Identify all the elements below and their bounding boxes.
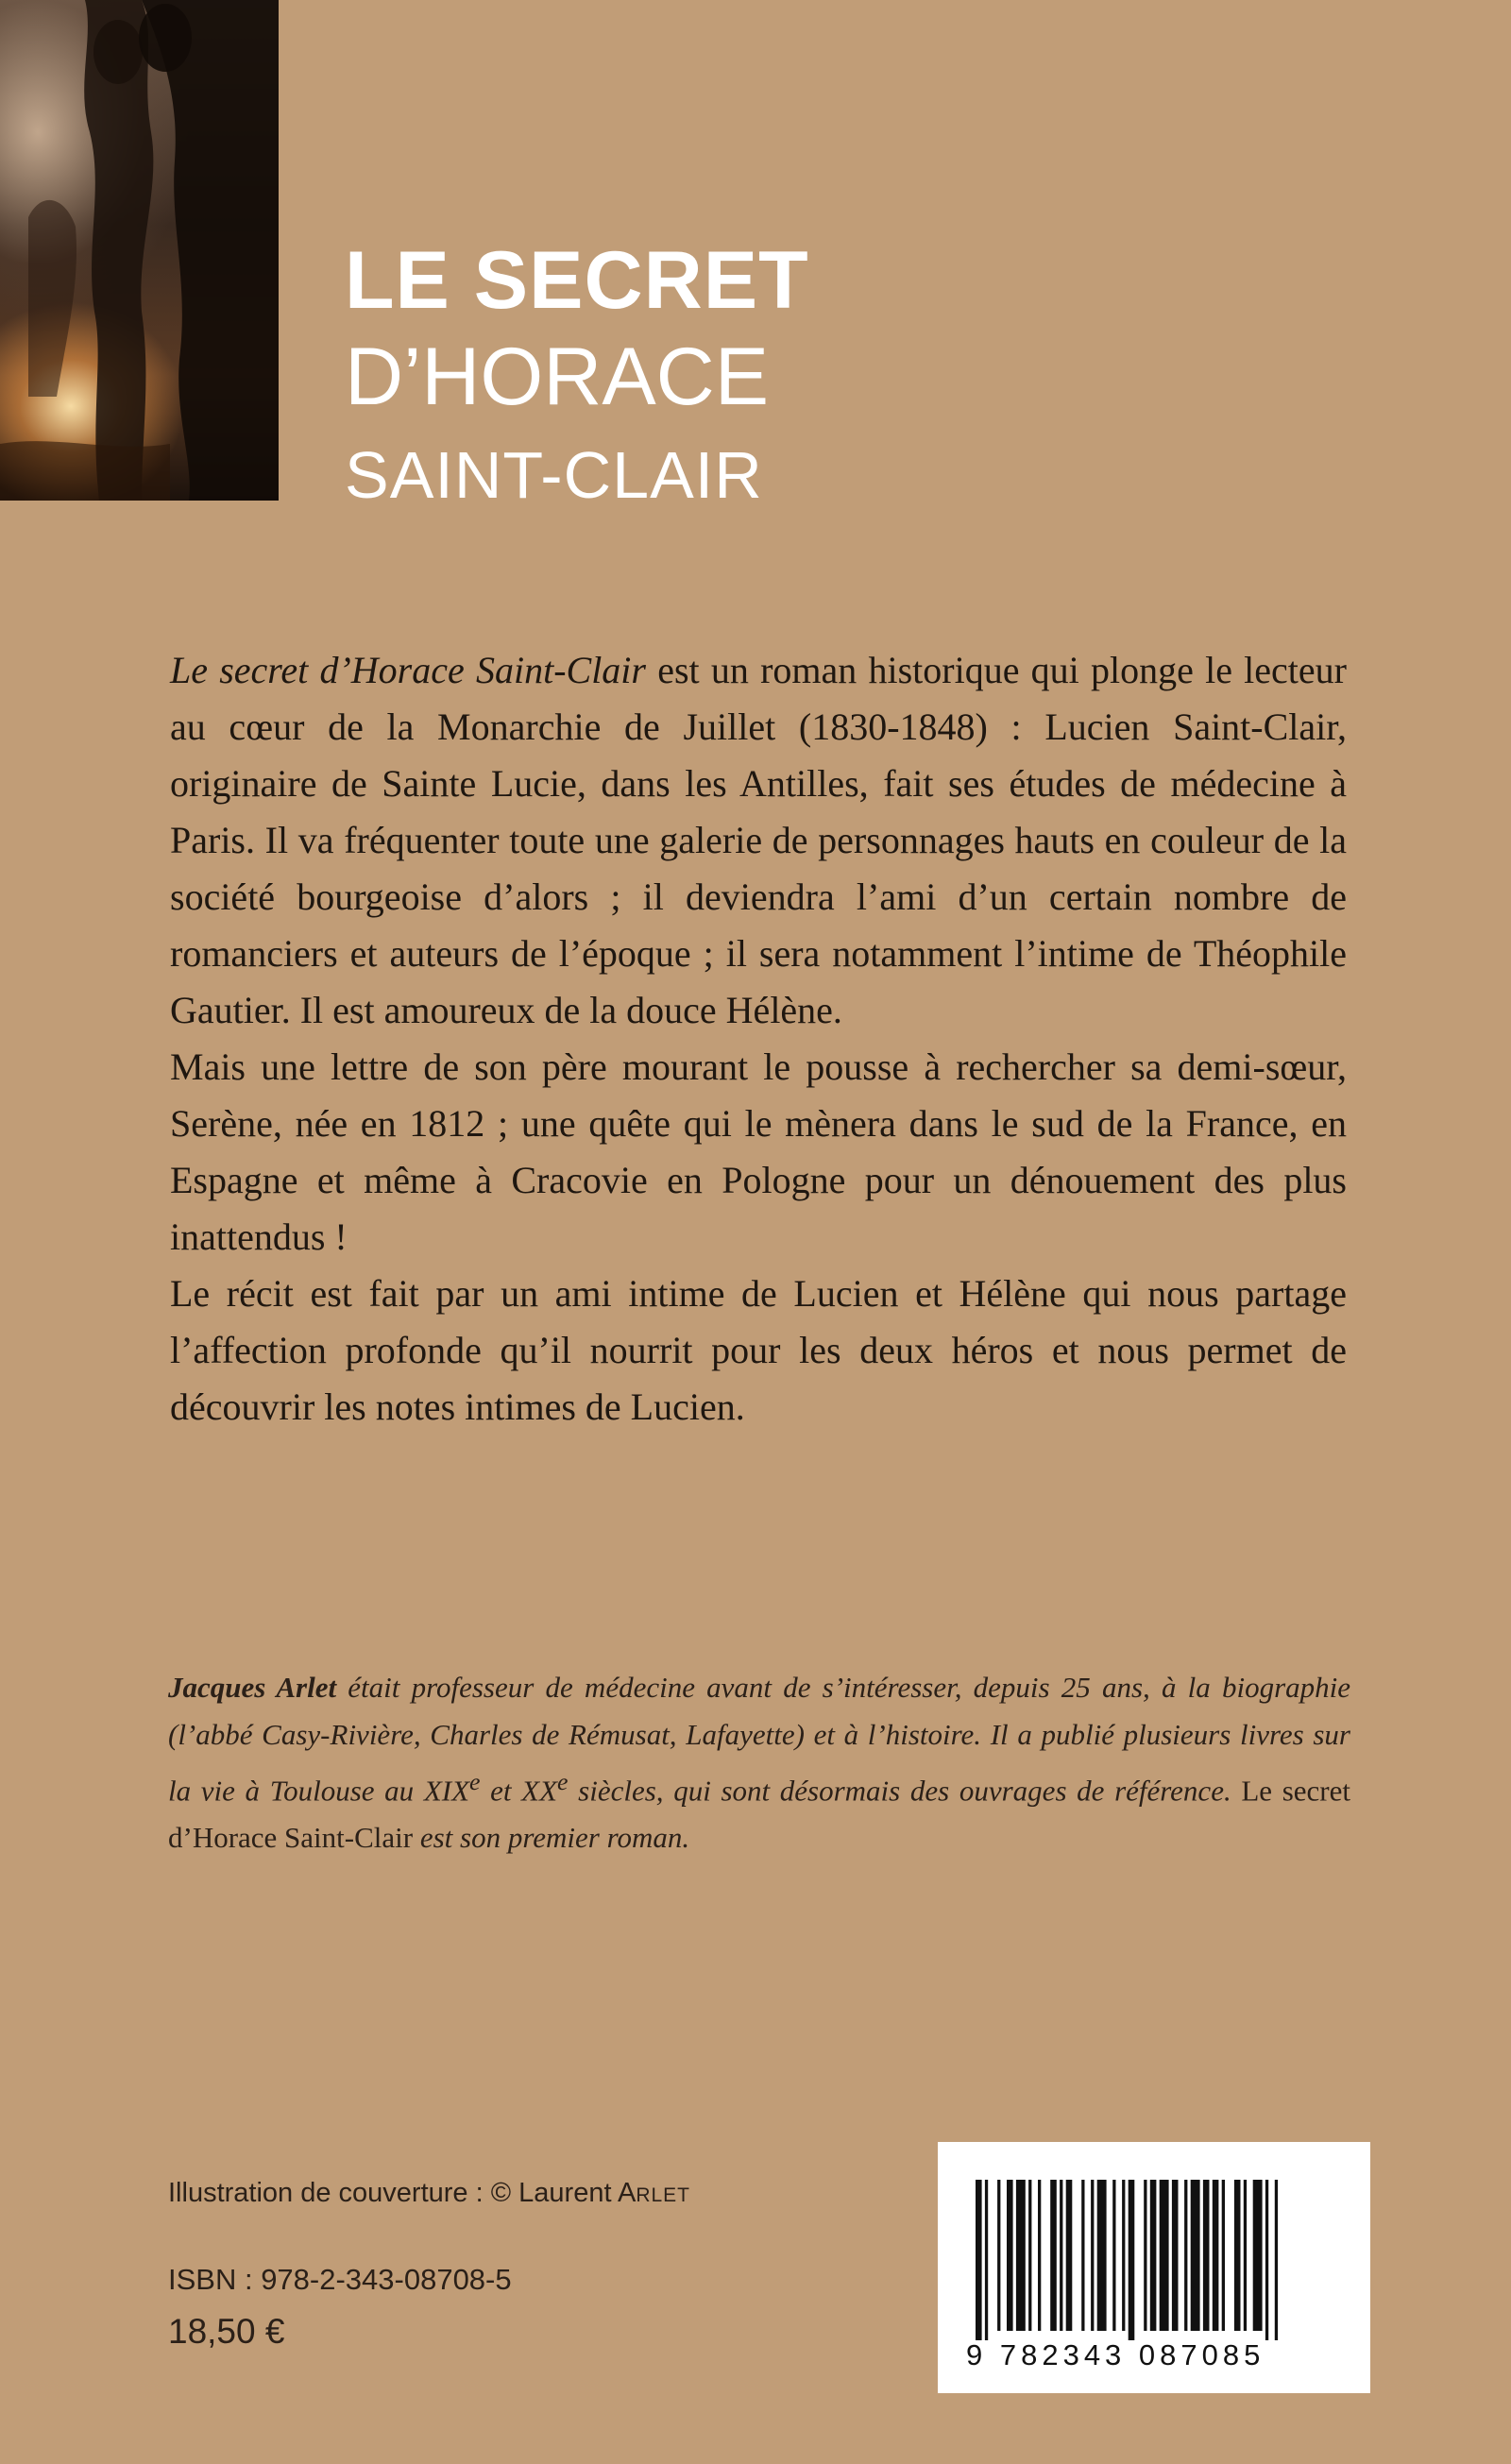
barcode-bar bbox=[1129, 2180, 1135, 2340]
synopsis bbox=[170, 642, 1347, 1436]
synopsis-book-title: Le secret d’Horace Saint-Clair bbox=[170, 649, 646, 691]
barcode-bar bbox=[1222, 2180, 1225, 2331]
barcode-digits: 9 782343 087085 bbox=[966, 2338, 1265, 2371]
cover-illustration bbox=[0, 0, 279, 501]
synopsis-paragraph-2: Mais une lettre de son père mourant le pousse à rechercher sa demi-sœur, Serène, née en 1812 ; une quête qui le mènera dans le sud de la France, en Espagne et même à Cracovie en Pologne pour un dénouement des plus inattendus ! bbox=[170, 1045, 1347, 1258]
barcode-bar bbox=[1016, 2180, 1026, 2331]
barcode-bar bbox=[1265, 2180, 1268, 2340]
book-title-line-2: D’HORACE bbox=[345, 331, 770, 422]
century-20: XX bbox=[521, 1774, 558, 1808]
book-title-line-1: LE SECRET bbox=[345, 235, 809, 326]
barcode-bar bbox=[976, 2180, 982, 2340]
barcode-bar bbox=[1112, 2180, 1115, 2331]
barcode-bar bbox=[1184, 2180, 1187, 2331]
barcode-bar bbox=[1060, 2180, 1062, 2331]
barcode-bar bbox=[1028, 2180, 1031, 2331]
century-20-suffix: e bbox=[557, 1768, 569, 1795]
century-19-suffix: e bbox=[469, 1768, 481, 1795]
bio-text-2: siècles, qui sont désormais des ouvrages de référence. bbox=[568, 1774, 1242, 1808]
barcode-bar bbox=[1050, 2180, 1057, 2331]
barcode-bar bbox=[1150, 2180, 1157, 2331]
barcode-bar bbox=[1144, 2180, 1146, 2331]
book-title-line-3: SAINT-CLAIR bbox=[345, 438, 763, 512]
barcode-bar bbox=[1066, 2180, 1073, 2331]
barcode-bar bbox=[1275, 2180, 1278, 2340]
credit-name-initial: A bbox=[617, 2178, 637, 2208]
barcode-bar bbox=[1253, 2180, 1263, 2331]
barcode-bar bbox=[1213, 2180, 1219, 2331]
synopsis-paragraph-1 bbox=[170, 642, 1347, 1039]
barcode-bar bbox=[1191, 2180, 1200, 2331]
price: 18,50 € bbox=[168, 2312, 285, 2351]
barcode-bar bbox=[1203, 2180, 1210, 2331]
silhouettes-illustration bbox=[0, 0, 279, 501]
century-19: XIX bbox=[423, 1774, 470, 1808]
credit-label: Illustration de couverture : © Laurent bbox=[168, 2178, 618, 2208]
illustration-credit bbox=[168, 2178, 690, 2209]
barcode-bar bbox=[1007, 2180, 1013, 2331]
barcode-bar bbox=[1081, 2180, 1084, 2331]
barcode bbox=[938, 2142, 1370, 2393]
bio-text-3: est son premier roman. bbox=[413, 1821, 690, 1855]
isbn: ISBN : 978-2-343-08708-5 bbox=[168, 2263, 512, 2296]
barcode-bar bbox=[1160, 2180, 1169, 2331]
bio-book-title: Le secret d’Horace Saint-Clair bbox=[168, 1774, 1350, 1855]
barcode-bar bbox=[985, 2180, 988, 2340]
barcode-bar bbox=[997, 2180, 1000, 2331]
barcode-bar bbox=[1097, 2180, 1107, 2331]
author-name: Jacques Arlet bbox=[168, 1671, 337, 1704]
synopsis-paragraph-3: Le récit est fait par un ami intime de Lucien et Hélène qui nous partage l’affection profonde qu’il nourrit pour les deux héros et nous permet de découvrir les notes intimes de Lucien. bbox=[170, 1272, 1347, 1428]
barcode-bar bbox=[1091, 2180, 1094, 2331]
author-biography bbox=[168, 1664, 1350, 1861]
barcode-bar bbox=[1234, 2180, 1241, 2331]
barcode-bar bbox=[1244, 2180, 1247, 2331]
barcode-bar bbox=[1122, 2180, 1125, 2331]
credit-name-rest: RLET bbox=[636, 2184, 690, 2206]
barcode-bar bbox=[1038, 2180, 1041, 2331]
barcode-bar bbox=[1172, 2180, 1179, 2331]
bio-text-1: était professeur de médecine avant de s’intéresser, depuis 25 ans, à la biographie (l’abbé Casy-Rivière, Charles de Rémusat, Lafayette) et à l’histoire. Il a publié plusieurs livres sur la vie à Toulouse au bbox=[168, 1671, 1351, 1808]
bio-and: et bbox=[480, 1774, 522, 1808]
synopsis-paragraph-1-text: est un roman historique qui plonge le lecteur au cœur de la Monarchie de Juillet (1830-1848) : Lucien Saint-Clair, originaire de Sainte Lucie, dans les Antilles, fait ses études de médecine à Paris. Il va fréquenter toute une galerie de personnages hauts en couleur de la société bourgeoise d’alors ; il deviendra l’ami d’un certain nombre de romanciers et auteurs de l’époque ; il sera notamment l’intime de Théophile Gautier. Il est amoureux de la douce Hélène. bbox=[170, 649, 1347, 1031]
